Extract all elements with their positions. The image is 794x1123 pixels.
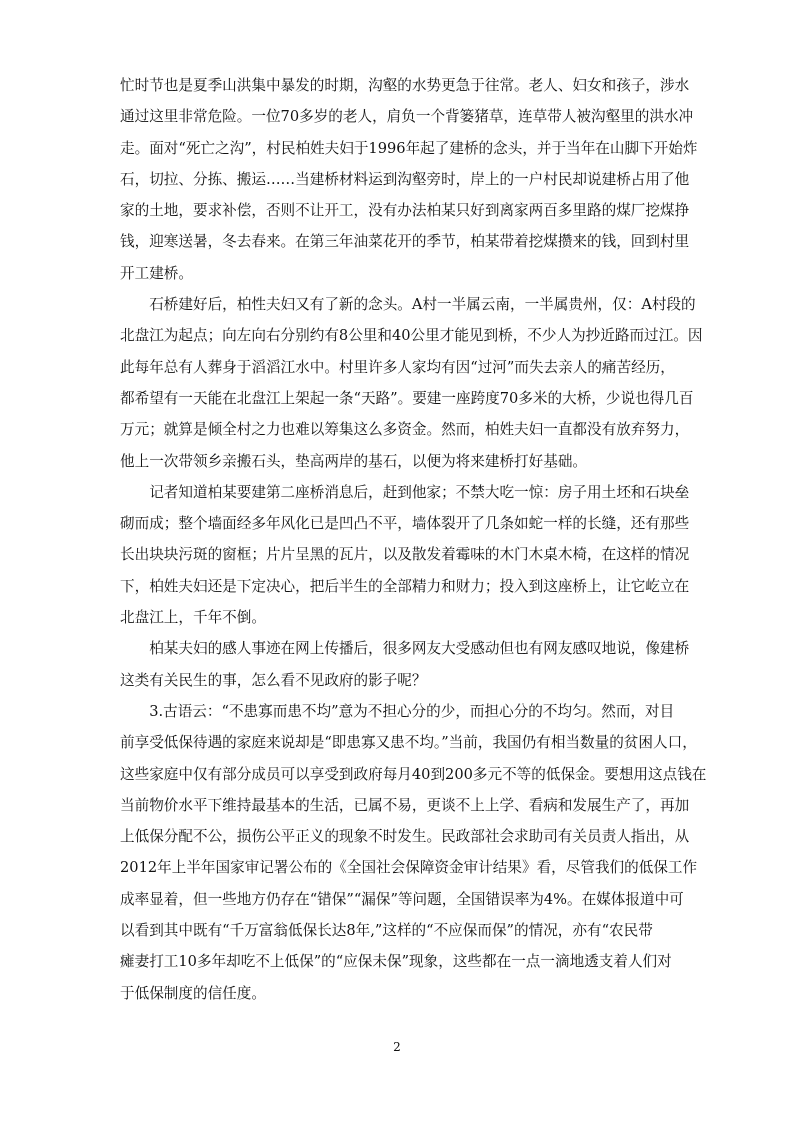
text-line: 石，切拉、分拣、搬运……当建桥材料运到沟壑旁时，岸上的一户村民却说建桥占用了他 (120, 170, 690, 188)
text-line: 这些家庭中仅有部分成员可以享受到政府每月40到200多元不等的低保金。要想用这点钱在 (120, 765, 707, 783)
paragraph-5 (120, 696, 707, 1009)
text-line: 3.古语云：“不患寡而患不均”意为不担心分的少，而担心分的不均匀。然而，对目 (120, 702, 675, 720)
text-line: 下，柏姓夫妇还是下定决心，把后半生的全部精力和财力；投入到这座桥上，让它屹立在 (120, 577, 690, 595)
paragraph-1 (120, 70, 698, 289)
text-line: 长出块块污斑的窗框；片片呈黑的瓦片，以及散发着霉味的木门木桌木椅，在这样的情况 (120, 546, 690, 564)
text-line: 通过这里非常危险。一位70多岁的老人，肩负一个背篓猪草，连草带人被沟壑里的洪水冲 (120, 108, 694, 126)
text-line: 成率显着，但一些地方仍存在“错保”“漏保”等问题，全国错误率为4%。在媒体报道中可 (120, 890, 684, 908)
text-line: 北盘江为起点；向左向右分别约有8公里和40公里才能见到桥，不少人为抄近路而过江。因 (120, 327, 703, 345)
text-line: 当前物价水平下维持最基本的生活，已属不易，更谈不上上学、看病和发展生产了，再加 (120, 796, 690, 814)
text-line: 走。面对“死亡之沟”，村民柏姓夫妇于1996年起了建桥的念头，并于当年在山脚下开始炸 (120, 139, 698, 157)
page-number: 2 (393, 1040, 401, 1054)
text-line: 柏某夫妇的感人事迹在网上传播后，很多网友大受感动但也有网友感叹地说，像建桥 (120, 640, 690, 658)
text-line: 都希望有一天能在北盘江上架起一条“天路”。要建一座跨度70多米的大桥，少说也得几百 (120, 389, 694, 407)
text-line: 瘫妻打工10多年却吃不上低保”的“应保未保”现象，这些都在一点一滴地透支着人们对 (120, 953, 672, 971)
text-line: 石桥建好后，柏性夫妇又有了新的念头。A村一半属云南，一半属贵州，仅：A村段的 (120, 296, 696, 314)
paragraph-3 (120, 477, 690, 633)
text-line: 此每年总有人葬身于滔滔江水中。村里许多人家均有因“过河”而失去亲人的痛苦经历， (120, 358, 675, 376)
body-text (120, 70, 707, 1009)
text-line: 北盘江上，千年不倒。 (120, 609, 266, 627)
text-line: 砌而成；整个墙面经多年风化已是凹凸不平，墙体裂开了几条如蛇一样的长缝，还有那些 (120, 515, 690, 533)
text-line: 开工建桥。 (120, 264, 193, 282)
text-line: 前享受低保待遇的家庭来说却是“即患寡又患不均。”当前，我国仍有相当数量的贫困人口， (120, 734, 697, 752)
text-line: 这类有关民生的事，怎么看不见政府的影子呢？ (120, 671, 427, 689)
text-line: 以看到其中既有“千万富翁低保长达8年,”这样的“不应保而保”的情况，亦有“农民带 (120, 922, 653, 940)
text-line: 家的土地，要求补偿，否则不让开工，没有办法柏某只好到离家两百多里路的煤厂挖煤挣 (120, 202, 690, 220)
text-line: 他上一次带领乡亲搬石头，垫高两岸的基石，以便为将来建桥打好基础。 (120, 452, 588, 470)
text-line: 万元；就算是倾全村之力也难以筹集这么多资金。然而，柏姓夫妇一直都没有放弃努力， (120, 421, 690, 439)
text-line: 记者知道柏某要建第二座桥消息后，赶到他家；不禁大吃一惊：房子用土坯和石块垒 (120, 483, 690, 501)
text-line: 钱，迎寒送暑，冬去春来。在第三年油菜花开的季节，柏某带着挖煤攒来的钱，回到村里 (120, 233, 690, 251)
text-line: 2012年上半年国家审记署公布的《全国社会保障资金审计结果》看，尽管我们的低保工作 (120, 859, 698, 877)
text-line: 上低保分配不公，损伤公平正义的现象不时发生。民政部社会求助司有关员责人指出，从 (120, 828, 690, 846)
paragraph-2 (120, 289, 703, 477)
text-line: 于低保制度的信任度。 (120, 984, 266, 1002)
paragraph-4 (120, 633, 690, 696)
text-line: 忙时节也是夏季山洪集中暴发的时期，沟壑的水势更急于往常。老人、妇女和孩子，涉水 (120, 77, 690, 94)
